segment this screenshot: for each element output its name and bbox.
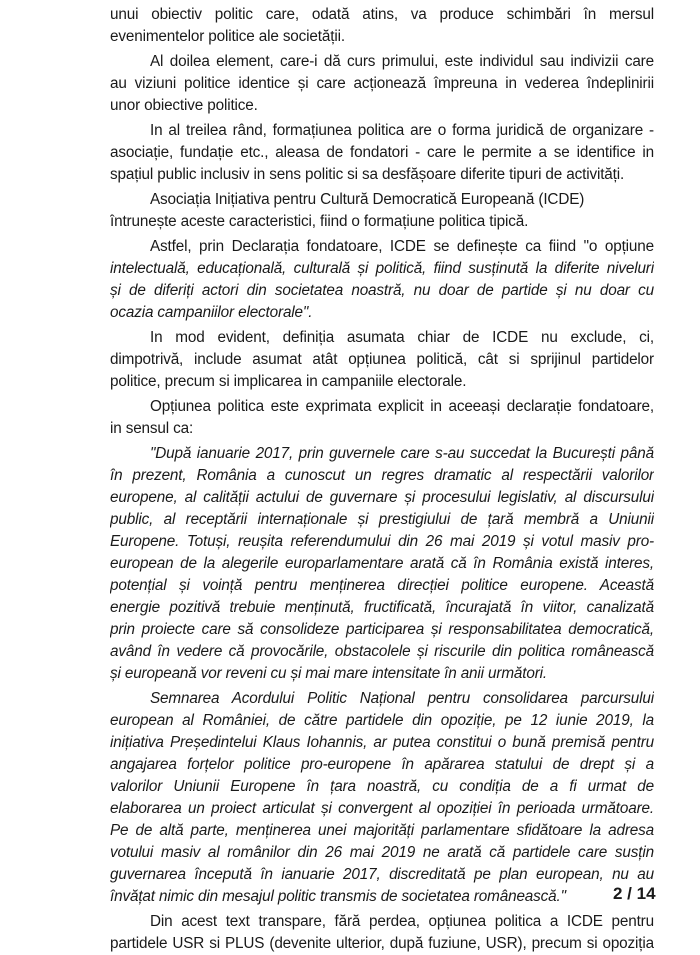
text-line: In al treilea rând, formațiunea politica are o forma juridică de organizare - bbox=[150, 122, 654, 139]
text-line: guvernarea începută în ianuarie 2017, discreditată pe plan european, nu au bbox=[110, 866, 654, 883]
text-line: elaborarea un proiect articulat și convergent al opoziției în perioada următoare. bbox=[110, 800, 654, 817]
text-line: în prezent, România a cunoscut un regres dramatic al respectării valorilor bbox=[110, 467, 654, 484]
text-line: europene, al calității actului de guvernare și procesului legislativ, al discursului bbox=[110, 489, 654, 506]
text-line: învățat nimic din mesajul politic transmis de societatea românească." bbox=[110, 888, 566, 905]
text-line: in sensul ca: bbox=[110, 420, 194, 437]
text-line: Al doilea element, care-i dă curs primului, este individul sau indivizii care bbox=[150, 53, 654, 70]
text-line: intelectuală, educațională, culturală și politică, fiind susținută la diferite niveluri bbox=[110, 260, 654, 277]
text-line: Asociația Inițiativa pentru Cultură Democratică Europeană (ICDE) bbox=[150, 191, 585, 208]
text-line: și de diferiți actori din societatea noastră, nu doar de partide și nu doar cu bbox=[110, 282, 654, 299]
document-body bbox=[110, 4, 654, 955]
text-line: spațiul public inclusiv in sens politic si sa desfășoare diferite tipuri de activități. bbox=[110, 166, 625, 183]
text-line: ocazia campaniilor electorale". bbox=[110, 304, 313, 321]
text-line: partidele USR si PLUS (devenite ulterior, după fuziune, USR), precum si opoziția bbox=[110, 935, 654, 952]
text-line: Astfel, prin Declarația fondatoare, ICDE se definește ca fiind "o opțiune bbox=[150, 238, 654, 255]
text-line: unui obiectiv politic care, odată atins, va produce schimbări în mersul bbox=[110, 6, 654, 23]
text-line: politice, precum si implicarea in campaniile electorale. bbox=[110, 373, 467, 390]
text-line: au viziuni politice identice și care acționează împreuna in vederea îndeplinirii bbox=[110, 75, 654, 92]
text-line: întrunește aceste caracteristici, fiind o formațiune politica tipică. bbox=[110, 213, 529, 230]
text-line: european al României, de către partidele din opoziție, pe 12 iunie 2019, la bbox=[110, 712, 654, 729]
text-line: și europeană vor reveni cu și mai mare intensitate în anii următori. bbox=[110, 665, 548, 682]
text-line: unor obiective politice. bbox=[110, 97, 258, 114]
text-line: Din acest text transpare, fără perdea, opțiunea politica a ICDE pentru bbox=[150, 913, 654, 930]
text-line: Europene. Totuși, reușita referendumului din 26 mai 2019 și votul masiv pro- bbox=[110, 533, 654, 550]
text-line: Opțiunea politica este exprimata explicit in aceeași declarație fondatoare, bbox=[150, 398, 654, 415]
text-line: având în vedere că provocările, obstacolele și riscurile din politica românească bbox=[110, 643, 654, 660]
text-line: energie pozitivă trebuie menținută, fructificată, încurajată în viitor, canalizată bbox=[110, 599, 654, 616]
text-line: Semnarea Acordului Politic Național pentru consolidarea parcursului bbox=[150, 690, 654, 707]
text-line: votului masiv al românilor din 26 mai 2019 ne arată că partidele care susțin bbox=[110, 844, 654, 861]
text-line: inițiativa Președintelui Klaus Iohannis, ar putea constitui o bună premisă pentru bbox=[110, 734, 654, 751]
text-line: evenimentelor politice ale societății. bbox=[110, 28, 345, 45]
text-line: dimpotrivă, include asumat atât opțiunea politică, cât si sprijinul partidelor bbox=[110, 351, 654, 368]
text-line: public, al receptării internaționale și prestigiului de țară membră a Uniunii bbox=[110, 511, 654, 528]
text-line: "După ianuarie 2017, prin guvernele care s-au succedat la București până bbox=[150, 445, 654, 462]
text-line: prin proiecte care să consolideze participarea și responsabilitatea democratică, bbox=[110, 621, 654, 638]
text-line: potențial și voință pentru menținerea direcției politice europene. Această bbox=[110, 577, 654, 594]
text-line: asociație, fundație etc., aleasa de fondatori - care le permite a se identifice in bbox=[110, 144, 654, 161]
text-line: In mod evident, definiția asumata chiar de ICDE nu exclude, ci, bbox=[150, 329, 654, 346]
page-number: 2 / 14 bbox=[613, 884, 656, 903]
text-line: Pe de altă parte, menținerea unei majorități parlamentare sfidătoare la adresa bbox=[110, 822, 654, 839]
text-line: angajarea forțelor politice pro-europene în apărarea statului de drept și a bbox=[110, 756, 654, 773]
text-line: valorilor Uniunii Europene în țara noastră, cu condiția de a fi urmat de bbox=[110, 778, 654, 795]
text-line: european de la alegerile europarlamentare arată că în România există interes, bbox=[110, 555, 654, 572]
